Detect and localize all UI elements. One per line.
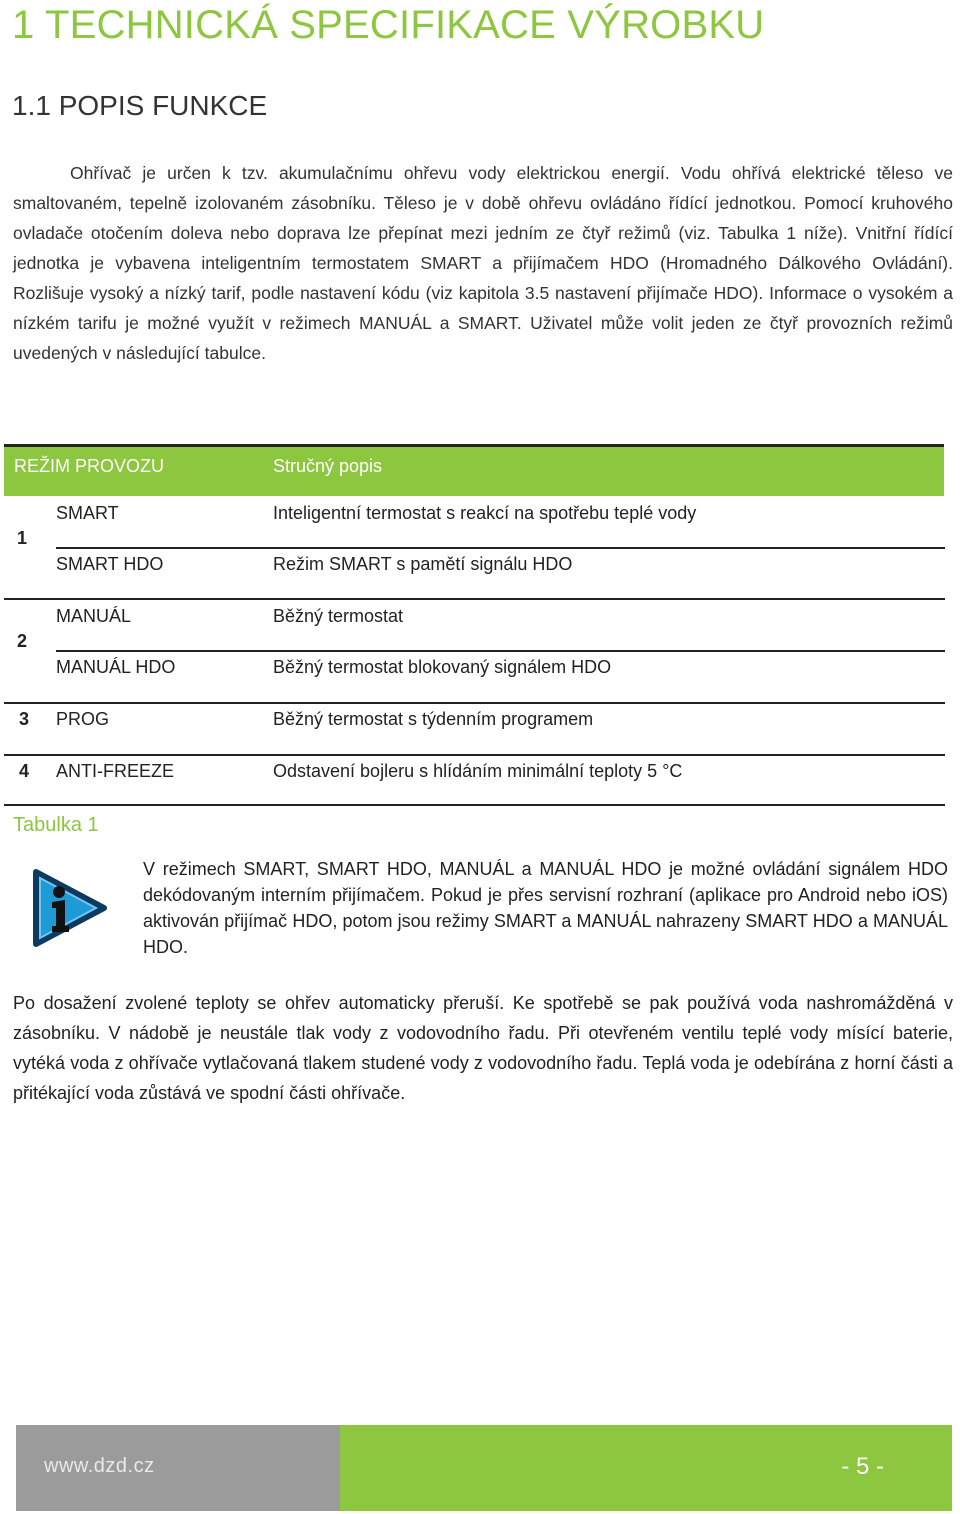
table-bottom-border <box>4 804 945 806</box>
row-description: Běžný termostat blokovaný signálem HDO <box>273 657 612 677</box>
row-description: Běžný termostat s týdenním programem <box>273 709 594 729</box>
mode-table <box>0 444 960 809</box>
row-divider <box>4 754 945 756</box>
row-mode: MANUÁL HDO <box>56 657 176 677</box>
row-mode: SMART HDO <box>56 554 164 574</box>
intro-paragraph: Ohřívač je určen k tzv. akumulačnímu ohřevu vody elektrickou energií. Vodu ohřívá elektrické těleso ve smaltovaném, tepelně izolovaném zásobníku. Těleso je v době ohřevu ovládáno řídící jednotkou. Pomocí kruhového ovladače otočením doleva nebo doprava lze přepínat mezi jedním ze čtyř režimů (viz. Tabulka 1 níže). Vnitřní řídící jednotka je vybavena inteligentním termostatem SMART a přijímačem HDO (Hromadného Dálkového Ovládání). Rozlišuje vysoký a nízký tarif, podle nastavení kódu (viz kapitola 3.5 nastavení přijímače HDO). Informace o vysokém a nízkém tarifu je možné využít v režimech MANUÁL a SMART. Uživatel může volit jeden ze čtyř provozních režimů uvedených v následující tabulce. <box>13 163 953 363</box>
row-description: Režim SMART s pamětí signálu HDO <box>273 554 573 574</box>
table-caption: Tabulka 1 <box>13 814 99 836</box>
page-footer <box>16 1425 952 1511</box>
row-number: 3 <box>19 709 30 729</box>
section-heading: 1.1 POPIS FUNKCE <box>12 90 268 121</box>
row-description: Odstavení bojleru s hlídáním minimální teploty 5 °C <box>273 761 683 781</box>
footer-left-block <box>16 1425 340 1511</box>
row-mode: PROG <box>56 709 110 729</box>
row-number: 4 <box>19 761 30 781</box>
row-number: 1 <box>17 528 28 548</box>
row-divider <box>4 702 945 704</box>
row-divider <box>56 547 945 549</box>
page-number: - 5 - <box>841 1453 884 1480</box>
row-divider <box>56 650 945 652</box>
row-mode: MANUÁL <box>56 606 132 626</box>
page-heading-1: 1 TECHNICKÁ SPECIFIKACE VÝROBKU <box>12 3 765 47</box>
row-mode: ANTI-FREEZE <box>56 761 175 781</box>
table-header <box>4 444 944 496</box>
row-mode: SMART <box>56 503 119 523</box>
row-description: Inteligentní termostat s reakcí na spotřebu teplé vody <box>273 503 697 523</box>
footer-url: www.dzd.cz <box>44 1455 155 1477</box>
row-description: Běžný termostat <box>273 606 404 626</box>
body-paragraph: Po dosažení zvolené teploty se ohřev automaticky přeruší. Ke spotřebě se pak používá voda nashromážděná v zásobníku. V nádobě je neustále tlak vody z vodovodního řadu. Při otevřeném ventilu teplé vody mísící baterie, vytéká voda z ohřívače vytlačovaná tlakem studené vody z vodovodního řadu. Teplá voda je odebírána z horní části a přitékající voda zůstává ve spodní části ohřívače. <box>13 993 953 1103</box>
header-mode: REŽIM PROVOZU <box>14 456 165 476</box>
row-number: 2 <box>17 631 28 651</box>
header-description: Stručný popis <box>273 456 383 476</box>
row-divider <box>4 598 945 600</box>
info-note: V režimech SMART, SMART HDO, MANUÁL a MANUÁL HDO je možné ovládání signálem HDO dekódovaným interním přijímačem. Pokud je přes servisní rozhraní (aplikace pro Android nebo iOS) aktivován přijímač HDO, potom jsou režimy SMART a MANUÁL nahrazeny SMART HDO a MANUÁL HDO. <box>143 859 948 957</box>
footer-right-block <box>340 1425 952 1511</box>
info-icon <box>30 866 110 950</box>
